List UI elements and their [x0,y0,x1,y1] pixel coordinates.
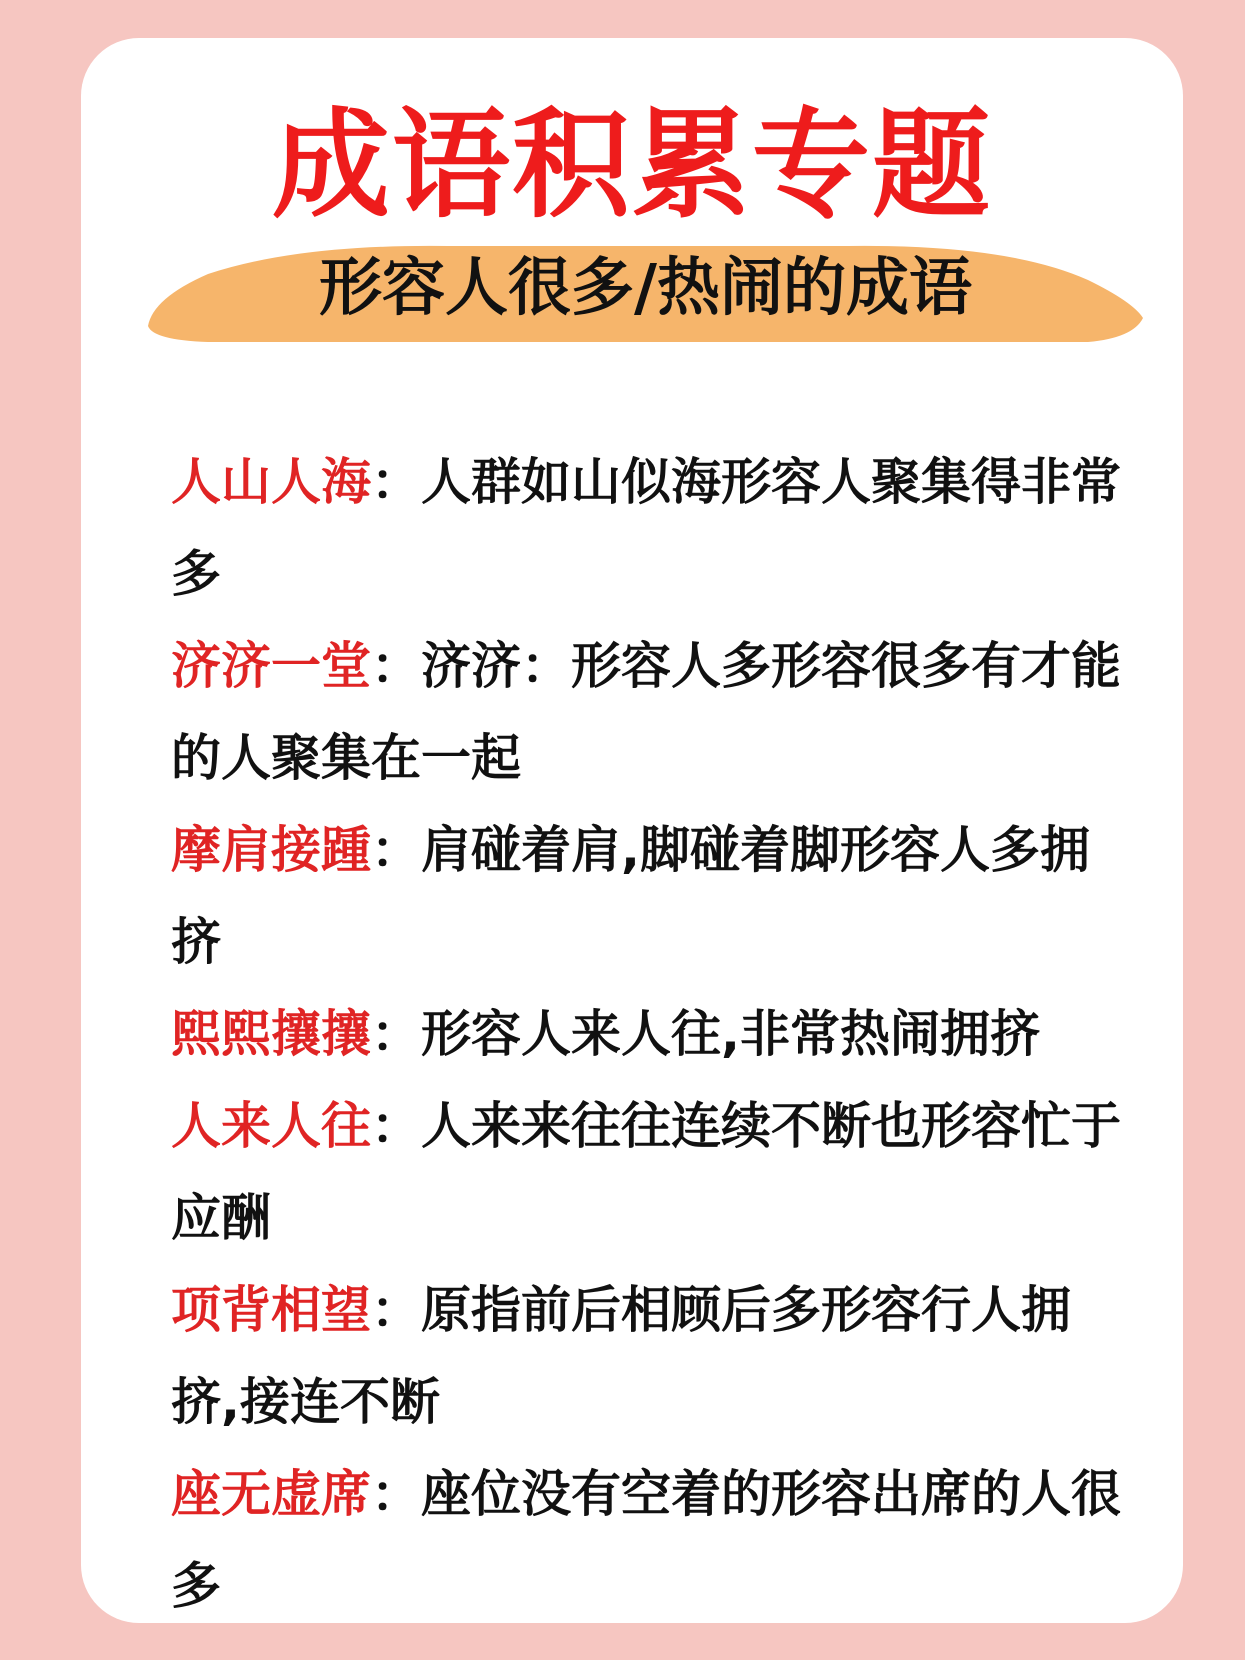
separator: ： [371,637,421,695]
subtitle: 形容人很多/热闹的成语 [318,251,972,324]
list-item [171,1448,1121,1632]
separator: ： [371,453,421,511]
list-item [171,620,1121,804]
idiom-term: 座无虚席 [171,1465,371,1523]
idiom-definition: 原指前后相顾后多形容行人拥挤,接连不断 [171,1281,1071,1431]
list-item [171,804,1121,988]
idiom-term: 人来人往 [171,1097,371,1155]
idiom-term: 熙熙攘攘 [171,1005,371,1063]
idiom-definition: 人来来往往连续不断也形容忙于应酬 [171,1097,1121,1247]
idiom-definition: 形容人来人往,非常热闹拥挤 [421,1005,1040,1063]
separator: ： [371,1465,421,1523]
idiom-definition: 人群如山似海形容人聚集得非常多 [171,453,1121,603]
idiom-definition: 肩碰着肩,脚碰着脚形容人多拥挤 [171,821,1090,971]
idiom-term: 摩肩接踵 [171,821,371,879]
idiom-term: 项背相望 [171,1281,371,1339]
separator: ： [371,821,421,879]
idiom-list [171,436,1121,1632]
page-title: 成语积累专题 [271,96,992,234]
list-item [171,1264,1121,1448]
content-card [81,38,1183,1623]
subtitle-banner [148,222,1143,358]
list-item [171,988,1121,1080]
separator: ： [371,1005,421,1063]
list-item [171,1080,1121,1264]
separator: ： [371,1281,421,1339]
list-item [171,436,1121,620]
idiom-term: 济济一堂 [171,637,371,695]
idiom-definition: 济济：形容人多形容很多有才能的人聚集在一起 [171,637,1121,787]
idiom-term: 人山人海 [171,453,371,511]
idiom-definition: 座位没有空着的形容出席的人很多 [171,1465,1121,1615]
separator: ： [371,1097,421,1155]
